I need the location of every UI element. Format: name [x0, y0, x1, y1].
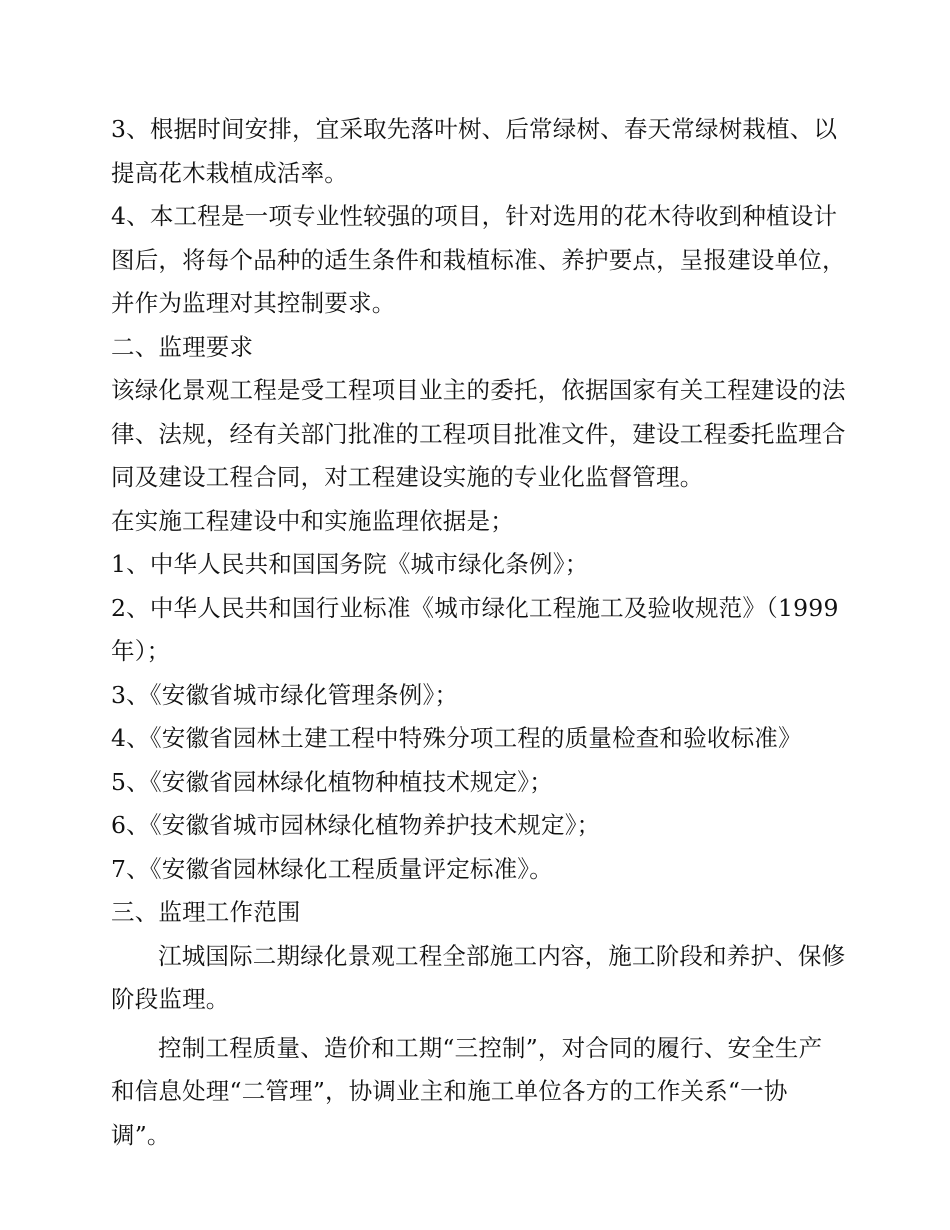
paragraph-basis-intro: 在实施工程建设中和实施监理依据是； [111, 506, 514, 535]
paragraph-scope-content: 江城国际二期绿化景观工程全部施工内容，施工阶段和养护、保修阶段监理。 [111, 941, 846, 1013]
section-heading-supervision-requirements: 二、监理要求 [111, 332, 254, 361]
paragraph-control-management: 控制工程质量、造价和工期“三控制”，对合同的履行、安全生产和信息处理“二管理”，协调业主和施工单位各方的工作关系“一协调”。 [111, 1033, 823, 1149]
section-heading-supervision-scope: 三、监理工作范围 [111, 898, 301, 926]
document-body [111, 108, 846, 1157]
list-item-basis-4: 4、《安徽省园林土建工程中特殊分项工程的质量检查和验收标准》 [111, 724, 802, 752]
list-item-basis-7: 7、《安徽省园林绿化工程质量评定标准》。 [111, 854, 553, 883]
paragraph-item-4-planting-requirements: 4、本工程是一项专业性较强的项目，针对选用的花木待收到种植设计图后，将每个品种的适生条件和栽植标准、养护要点，呈报建设单位，并作为监理对其控制要求。 [111, 202, 846, 317]
paragraph-supervision-basis: 该绿化景观工程是受工程项目业主的委托，依据国家有关工程建设的法律、法规，经有关部门批准的工程项目批准文件，建设工程委托监理合同及建设工程合同，对工程建设实施的专业化监督管理。 [111, 376, 846, 491]
list-item-basis-6: 6、《安徽省城市园林绿化植物养护技术规定》； [111, 811, 601, 839]
list-item-basis-3: 3、《安徽省城市绿化管理条例》； [111, 680, 459, 709]
list-item-basis-1: 1、中华人民共和国国务院《城市绿化条例》； [111, 550, 589, 578]
paragraph-item-3-planting-order: 3、根据时间安排，宜采取先落叶树、后常绿树、春天常绿树栽植、以提高花木栽植成活率。 [111, 115, 838, 187]
list-item-basis-5: 5、《安徽省园林绿化植物种植技术规定》； [111, 767, 553, 796]
list-item-basis-2: 2、中华人民共和国行业标准《城市绿化工程施工及验收规范》（1999年）； [111, 593, 839, 665]
